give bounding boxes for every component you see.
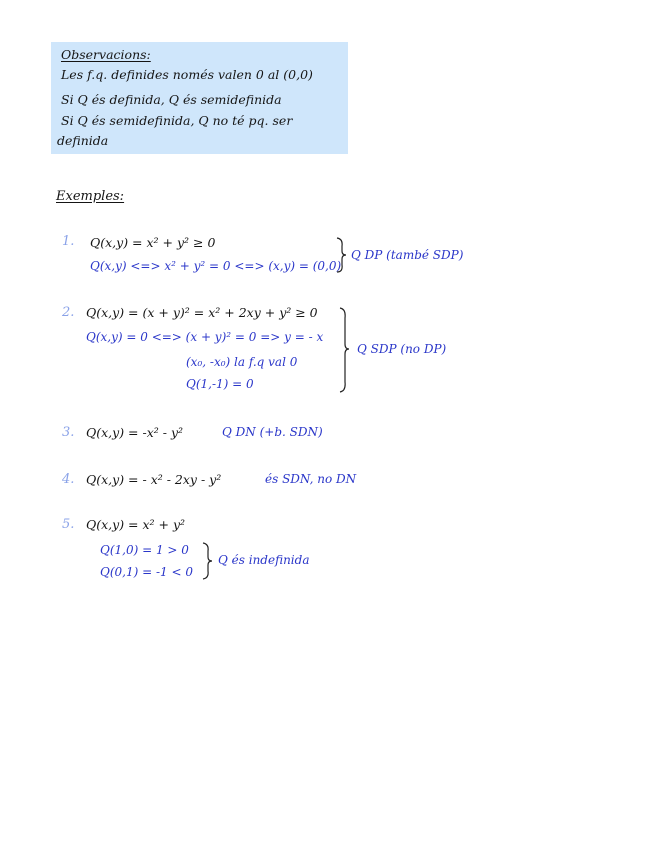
example-5-line-2: Q(1,0) = 1 > 0: [100, 543, 189, 557]
example-2-line-1: Q(x,y) = (x + y)² = x² + 2xy + y² ≥ 0: [86, 305, 318, 320]
example-4-conclusion: és SDN, no DN: [265, 472, 357, 486]
example-2-conclusion: Q SDP (no DP): [357, 342, 447, 356]
example-2-line-4: Q(1,-1) = 0: [186, 377, 254, 391]
example-5-conclusion: Q és indefinida: [218, 553, 310, 567]
example-3-conclusion: Q DN (+b. SDN): [222, 425, 323, 439]
example-3-number: 3.: [62, 425, 75, 440]
example-5-number: 5.: [62, 517, 75, 532]
example-2-line-2: Q(x,y) = 0 <=> (x + y)² = 0 => y = - x: [86, 330, 324, 344]
example-4-line-1: Q(x,y) = - x² - 2xy - y²: [86, 472, 222, 487]
example-4-number: 4.: [62, 472, 75, 487]
example-5-line-1: Q(x,y) = x² + y²: [86, 517, 186, 532]
example-3-line-1: Q(x,y) = -x² - y²: [86, 425, 184, 440]
example-1-number: 1.: [62, 234, 75, 249]
example-1-conclusion: Q DP (també SDP): [351, 248, 464, 262]
example-5-brace: [200, 541, 214, 581]
observations-title: Observacions:: [61, 47, 151, 62]
example-1-line-2: Q(x,y) <=> x² + y² = 0 <=> (x,y) = (0,0): [90, 259, 342, 273]
example-1-line-1: Q(x,y) = x² + y² ≥ 0: [90, 235, 216, 250]
observation-line-2: Si Q és definida, Q és semidefinida: [61, 92, 282, 107]
example-2-number: 2.: [62, 305, 75, 320]
observation-line-1: Les f.q. definides només valen 0 al (0,0): [61, 67, 313, 82]
example-5-line-3: Q(0,1) = -1 < 0: [100, 565, 193, 579]
examples-title: Exemples:: [56, 189, 125, 204]
example-2-line-3: (x₀, -x₀) la f.q val 0: [186, 355, 298, 369]
example-2-brace: [337, 306, 351, 394]
observation-line-3: Si Q és semidefinida, Q no té pq. ser: [61, 113, 293, 128]
observation-line-4: definida: [57, 133, 109, 148]
example-1-brace: [334, 236, 348, 274]
